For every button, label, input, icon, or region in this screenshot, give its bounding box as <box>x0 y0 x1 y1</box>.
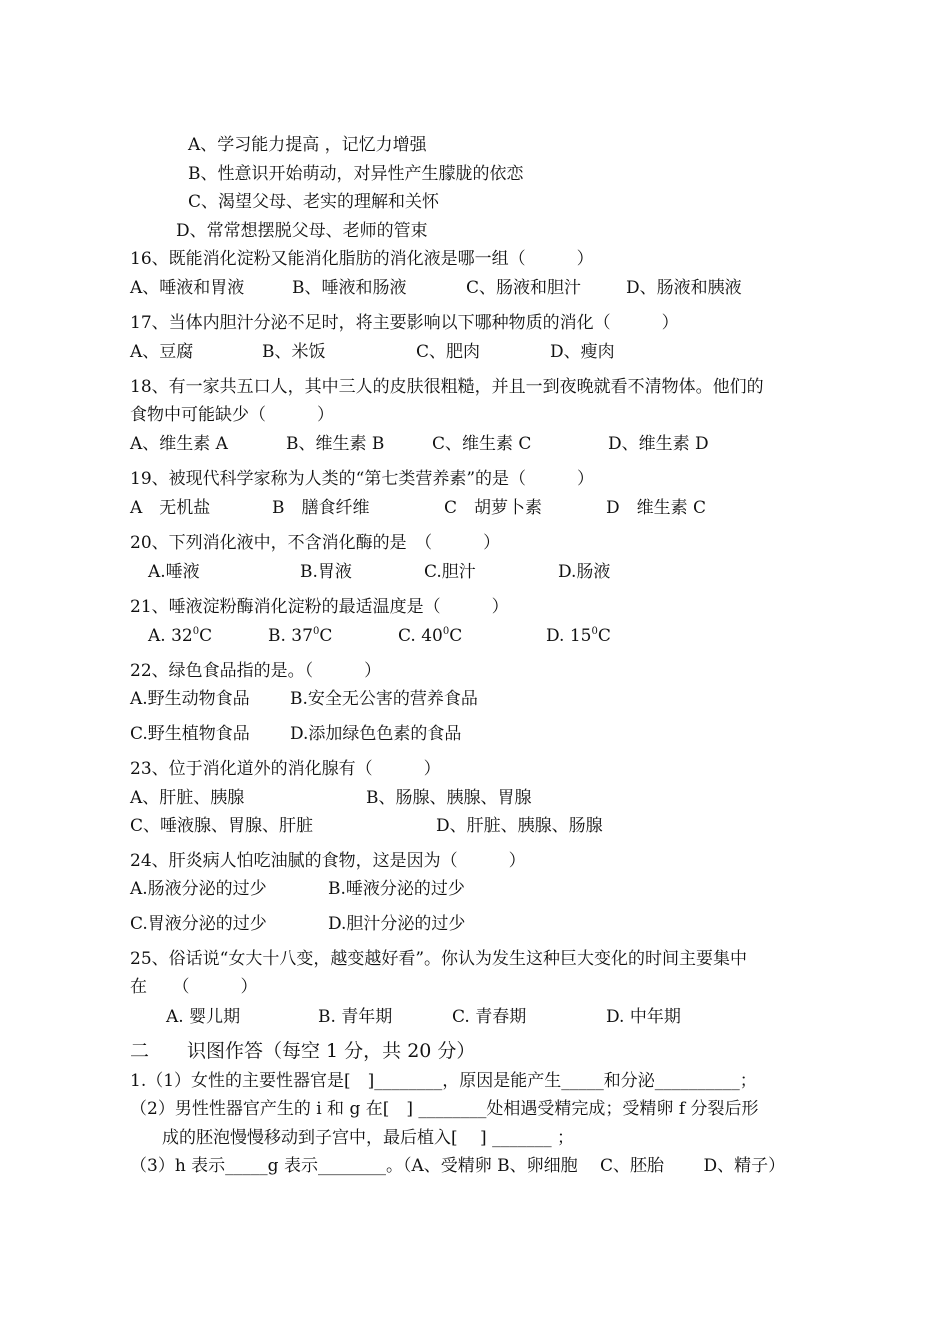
q15-option-a: A、学习能力提高 ，记忆力增强 <box>188 135 427 155</box>
q17-option-d: D、瘦肉 <box>550 342 615 362</box>
q25-option-c: C. 青春期 <box>452 1007 527 1027</box>
q25-option-b: B. 青年期 <box>318 1007 393 1027</box>
q22-option-a: A.野生动物食品 <box>130 689 250 709</box>
q17-option-c: C、肥肉 <box>416 342 481 362</box>
q20-stem: 20、下列消化液中，不含消化酶的是 （ ） <box>130 533 501 553</box>
q23-option-d: D、肝脏、胰腺、肠腺 <box>436 816 603 836</box>
q25-option-a: A. 婴儿期 <box>166 1007 241 1027</box>
q17-option-a: A、豆腐 <box>130 342 194 362</box>
fill-line-2: （2）男性性器官产生的 i 和 g 在[ ] ________处相遇受精完成；受精卵 f 分裂后形 <box>130 1099 759 1119</box>
q18-option-c: C、维生素 C <box>432 434 532 454</box>
q18-stem-line2: 食物中可能缺少（ ） <box>130 405 334 425</box>
section2-title: 二 识图作答（每空 1 分，共 20 分） <box>130 1040 476 1062</box>
q15-option-d: D、常常想摆脱父母、老师的管束 <box>176 221 428 241</box>
q24-option-a: A.肠液分泌的过少 <box>130 879 267 899</box>
degree-mark: 0 <box>591 626 598 637</box>
q25-stem-line2: 在 （ ） <box>130 977 258 997</box>
q19-option-b: B 膳食纤维 <box>272 498 370 518</box>
q16-option-c: C、肠液和胆汁 <box>466 278 582 298</box>
q24-option-d: D.胆汁分泌的过少 <box>328 914 466 934</box>
q21-option-c: C. $40^0C$ <box>398 626 463 646</box>
q17-stem: 17、当体内胆汁分泌不足时，将主要影响以下哪种物质的消化（ ） <box>130 313 679 333</box>
q16-option-d: D、肠液和胰液 <box>626 278 742 298</box>
degree-mark: 0 <box>442 626 450 637</box>
q16-option-b: B、唾液和肠液 <box>292 278 407 298</box>
q16-option-a: A、唾液和胃液 <box>130 278 245 298</box>
q18-stem-line1: 18、有一家共五口人，其中三人的皮肤很粗糙，并且一到夜晚就看不清物体。他们的 <box>130 377 764 397</box>
q15-option-b: B、性意识开始萌动，对异性产生朦胧的依恋 <box>188 164 524 184</box>
q18-option-b: B、维生素 B <box>286 434 385 454</box>
q15-option-c: C、渴望父母、老实的理解和关怀 <box>188 192 440 212</box>
fill-line-4: （3）h 表示_____g 表示________。（A、受精卵 B、卵细胞 C、胚胎 D、精子） <box>130 1156 786 1176</box>
q24-stem: 24、肝炎病人怕吃油腻的食物，这是因为（ ） <box>130 851 526 871</box>
q18-option-a: A、维生素 A <box>130 434 228 454</box>
q25-option-d: D. 中年期 <box>606 1007 681 1027</box>
q23-option-a: A、肝脏、胰腺 <box>130 788 245 808</box>
q21-stem: 21、唾液淀粉酶消化淀粉的最适温度是（ ） <box>130 597 509 617</box>
q21-option-b: B. $37^0C$ <box>268 626 333 646</box>
degree-mark: 0 <box>192 626 200 637</box>
q25-stem-line1: 25、俗话说“女大十八变，越变越好看”。你认为发生这种巨大变化的时间主要集中 <box>130 949 748 969</box>
fill-line-3: 成的胚泡慢慢移动到子宫中，最后植入[ ] _______ ； <box>162 1128 574 1148</box>
fill-line-1: 1.（1）女性的主要性器官是[ ]________，原因是能产生_____和分泌__________； <box>130 1071 757 1091</box>
q22-stem: 22、绿色食品指的是。（ ） <box>130 661 382 681</box>
q19-option-a: A 无机盐 <box>130 498 211 518</box>
q23-option-b: B、肠腺、胰腺、胃腺 <box>366 788 532 808</box>
q24-option-b: B.唾液分泌的过少 <box>328 879 465 899</box>
q22-option-d: D.添加绿色色素的食品 <box>290 724 462 744</box>
q18-option-d: D、维生素 D <box>608 434 709 454</box>
q22-option-b: B.安全无公害的营养食品 <box>290 689 478 709</box>
q21-option-a: A. $32^0C$ <box>148 626 213 646</box>
q22-option-c: C.野生植物食品 <box>130 724 250 744</box>
q20-option-d: D.肠液 <box>558 562 611 582</box>
q20-option-c: C.胆汁 <box>424 562 476 582</box>
q24-option-c: C.胃液分泌的过少 <box>130 914 267 934</box>
q19-stem: 19、被现代科学家称为人类的“第七类营养素”的是（ ） <box>130 469 595 489</box>
q20-option-b: B.胃液 <box>300 562 352 582</box>
q21-option-d: D. $15^0C$ <box>546 626 611 646</box>
q17-option-b: B、米饭 <box>262 342 326 362</box>
q19-option-d: D 维生素 C <box>606 498 707 518</box>
q23-stem: 23、位于消化道外的消化腺有（ ） <box>130 759 441 779</box>
q16-stem: 16、既能消化淀粉又能消化脂肪的消化液是哪一组（ ） <box>130 249 594 269</box>
q19-option-c: C 胡萝卜素 <box>444 498 543 518</box>
degree-mark: 0 <box>312 626 320 637</box>
q23-option-c: C、唾液腺、胃腺、肝脏 <box>130 816 314 836</box>
q20-option-a: A.唾液 <box>148 562 200 582</box>
